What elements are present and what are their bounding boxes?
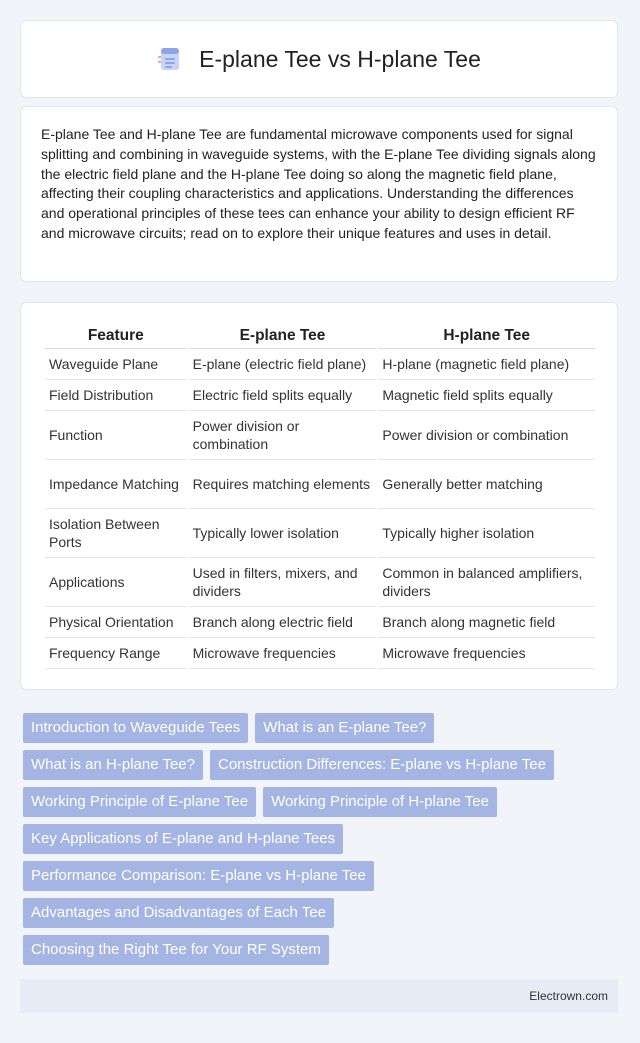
topic-row: [23, 787, 603, 817]
table-cell: E-plane (electric field plane): [189, 349, 377, 380]
column-header-feature: Feature: [45, 323, 187, 349]
table-cell: Typically lower isolation: [189, 509, 377, 558]
topic-row: [23, 898, 603, 928]
table-cell: Power division or combination: [378, 411, 595, 460]
table-row: [45, 558, 595, 607]
table-cell: Generally better matching: [378, 460, 595, 509]
table-row: [45, 460, 595, 509]
table-cell: Frequency Range: [45, 638, 187, 669]
table-cell: Microwave frequencies: [189, 638, 377, 669]
table-row: [45, 607, 595, 638]
footer: [20, 979, 618, 1013]
table-cell: Requires matching elements: [189, 460, 377, 509]
comparison-table-card: [20, 302, 618, 690]
topic-row: [23, 935, 603, 965]
table-cell: Typically higher isolation: [378, 509, 595, 558]
topic-link-working-principle-h[interactable]: Working Principle of H-plane Tee: [263, 787, 497, 817]
topic-link-working-principle-e[interactable]: Working Principle of E-plane Tee: [23, 787, 256, 817]
table-cell: Used in filters, mixers, and dividers: [189, 558, 377, 607]
table-cell: Branch along electric field: [189, 607, 377, 638]
table-cell: Impedance Matching: [45, 460, 187, 509]
page-title: E-plane Tee vs H-plane Tee: [199, 45, 481, 72]
topic-row: [23, 750, 603, 780]
comparison-table: [43, 323, 597, 669]
table-cell: Physical Orientation: [45, 607, 187, 638]
topic-link-performance-comparison[interactable]: Performance Comparison: E-plane vs H-plane Tee: [23, 861, 374, 891]
header: [21, 21, 617, 97]
topic-link-what-is-h-plane[interactable]: What is an H-plane Tee?: [23, 750, 203, 780]
table-cell: Magnetic field splits equally: [378, 380, 595, 411]
footer-brand[interactable]: Electrown.com: [529, 989, 608, 1003]
column-header-e-plane: E-plane Tee: [189, 323, 377, 349]
table-header-row: [45, 323, 595, 349]
topic-link-what-is-e-plane[interactable]: What is an E-plane Tee?: [255, 713, 434, 743]
table-row: [45, 349, 595, 380]
table-cell: Common in balanced amplifiers, dividers: [378, 558, 595, 607]
document-icon: [157, 46, 183, 72]
table-cell: Applications: [45, 558, 187, 607]
topic-row: [23, 824, 603, 854]
table-cell: Waveguide Plane: [45, 349, 187, 380]
topic-link-choosing-tee[interactable]: Choosing the Right Tee for Your RF System: [23, 935, 329, 965]
topic-row: [23, 713, 603, 743]
header-card: [20, 20, 618, 98]
topic-link-introduction[interactable]: Introduction to Waveguide Tees: [23, 713, 248, 743]
table-row: [45, 380, 595, 411]
table-cell: Microwave frequencies: [378, 638, 595, 669]
topic-link-key-applications[interactable]: Key Applications of E-plane and H-plane Tees: [23, 824, 343, 854]
table-cell: Field Distribution: [45, 380, 187, 411]
table-cell: Isolation Between Ports: [45, 509, 187, 558]
table-row: [45, 509, 595, 558]
topic-row: [23, 861, 603, 891]
table-row: [45, 411, 595, 460]
table-cell: Function: [45, 411, 187, 460]
table-cell: Branch along magnetic field: [378, 607, 595, 638]
table-cell: Electric field splits equally: [189, 380, 377, 411]
related-topics: [23, 713, 603, 972]
column-header-h-plane: H-plane Tee: [378, 323, 595, 349]
table-row: [45, 638, 595, 669]
intro-paragraph: E-plane Tee and H-plane Tee are fundamental microwave components used for signal splitting and combining in waveguide systems, with the E-plane Tee dividing signals along the electric field plane and the H-plane Tee doing so along the magnetic field plane, affecting their coupling characteristics and applications. Understanding the differences and operational principles of these tees can enhance your ability to design efficient RF and microwave circuits; read on to explore their unique features and uses in detail.: [41, 126, 596, 241]
topic-link-advantages[interactable]: Advantages and Disadvantages of Each Tee: [23, 898, 334, 928]
topic-link-construction-differences[interactable]: Construction Differences: E-plane vs H-plane Tee: [210, 750, 554, 780]
table-cell: Power division or combination: [189, 411, 377, 460]
table-cell: H-plane (magnetic field plane): [378, 349, 595, 380]
intro-card: [20, 106, 618, 282]
